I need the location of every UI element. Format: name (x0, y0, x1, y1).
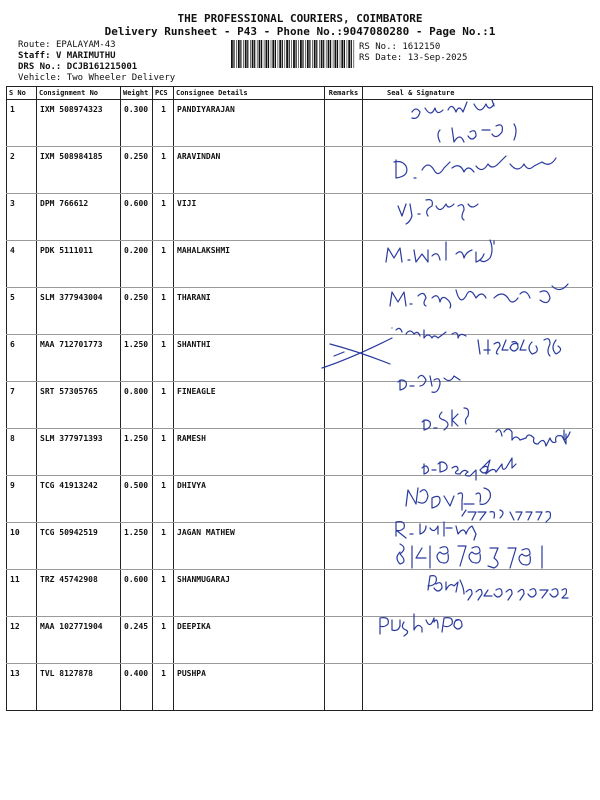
cell-weight: 0.245 (121, 617, 153, 664)
col-pcs: PCS (153, 87, 174, 100)
barcode-image (230, 40, 356, 68)
cell-consignment-no: TVL 8127878 (37, 664, 121, 711)
col-remarks: Remarks (325, 87, 363, 100)
rs-no-line (359, 42, 440, 52)
cell-pcs: 1 (153, 335, 174, 382)
cell-consignment-no: TRZ 45742908 (37, 570, 121, 617)
cell-consignment-no: SLM 377971393 (37, 429, 121, 476)
cell-consignee: MAHALAKSHMI (174, 241, 325, 288)
cell-consignee: DHIVYA (174, 476, 325, 523)
cell-signature (363, 100, 593, 147)
cell-consignment-no: DPM 766612 (37, 194, 121, 241)
staff-label: Staff: (18, 51, 51, 61)
cell-sno: 9 (7, 476, 37, 523)
drs-value: DCJB161215001 (66, 62, 138, 72)
cell-signature (363, 523, 593, 570)
cell-consignee: SHANTHI (174, 335, 325, 382)
cell-consignment-no: SLM 377943004 (37, 288, 121, 335)
cell-signature (363, 617, 593, 664)
cell-remarks (325, 335, 363, 382)
cell-consignee: PANDIYARAJAN (174, 100, 325, 147)
runsheet-table (6, 86, 593, 711)
table-row (7, 335, 593, 382)
cell-weight: 0.400 (121, 664, 153, 711)
cell-weight: 0.200 (121, 241, 153, 288)
cell-pcs: 1 (153, 429, 174, 476)
cell-remarks (325, 382, 363, 429)
cell-pcs: 1 (153, 194, 174, 241)
cell-remarks (325, 617, 363, 664)
cell-sno: 12 (7, 617, 37, 664)
route-value: EPALAYAM-43 (55, 40, 116, 50)
table-row (7, 241, 593, 288)
cell-sno: 4 (7, 241, 37, 288)
cell-sno: 11 (7, 570, 37, 617)
table-row (7, 147, 593, 194)
table-row (7, 523, 593, 570)
cell-signature (363, 570, 593, 617)
col-consignment: Consignment No (37, 87, 121, 100)
cell-sno: 8 (7, 429, 37, 476)
cell-sno: 7 (7, 382, 37, 429)
table-row (7, 288, 593, 335)
cell-consignee: THARANI (174, 288, 325, 335)
cell-remarks (325, 523, 363, 570)
cell-signature (363, 429, 593, 476)
cell-pcs: 1 (153, 382, 174, 429)
rs-no-value: 1612150 (402, 42, 441, 52)
cell-pcs: 1 (153, 241, 174, 288)
cell-consignee: RAMESH (174, 429, 325, 476)
cell-signature (363, 147, 593, 194)
drs-label: DRS No.: (18, 62, 62, 72)
cell-pcs: 1 (153, 617, 174, 664)
cell-consignee: ARAVINDAN (174, 147, 325, 194)
cell-pcs: 1 (153, 664, 174, 711)
table-row (7, 617, 593, 664)
cell-consignee: JAGAN MATHEW (174, 523, 325, 570)
cell-remarks (325, 194, 363, 241)
staff-value: V MARIMUTHU (55, 51, 116, 61)
cell-sno: 2 (7, 147, 37, 194)
cell-sno: 10 (7, 523, 37, 570)
cell-consignment-no: PDK 5111011 (37, 241, 121, 288)
cell-consignment-no: IXM 508984185 (37, 147, 121, 194)
rs-date-line (359, 53, 467, 63)
vehicle-label: Vehicle: (18, 73, 62, 83)
cell-remarks (325, 570, 363, 617)
cell-sno: 3 (7, 194, 37, 241)
cell-consignment-no: IXM 508974323 (37, 100, 121, 147)
cell-remarks (325, 664, 363, 711)
col-weight: Weight (121, 87, 153, 100)
cell-signature (363, 335, 593, 382)
cell-signature (363, 382, 593, 429)
cell-signature (363, 664, 593, 711)
cell-pcs: 1 (153, 523, 174, 570)
col-signature: Seal & Signature (363, 87, 593, 100)
cell-pcs: 1 (153, 100, 174, 147)
col-sno: S No (7, 87, 37, 100)
cell-remarks (325, 147, 363, 194)
cell-remarks (325, 429, 363, 476)
cell-consignment-no: MAA 712701773 (37, 335, 121, 382)
cell-consignment-no: MAA 102771904 (37, 617, 121, 664)
cell-weight: 0.600 (121, 194, 153, 241)
cell-consignee: VIJI (174, 194, 325, 241)
cell-signature (363, 241, 593, 288)
cell-weight: 0.250 (121, 288, 153, 335)
table-row (7, 382, 593, 429)
col-consignee: Consignee Details (174, 87, 325, 100)
rs-date-value: 13-Sep-2025 (407, 53, 468, 63)
route-label: Route: (18, 40, 51, 50)
cell-consignment-no: TCG 50942519 (37, 523, 121, 570)
cell-pcs: 1 (153, 476, 174, 523)
cell-weight: 0.800 (121, 382, 153, 429)
table-row (7, 664, 593, 711)
cell-consignee: SHANMUGARAJ (174, 570, 325, 617)
cell-remarks (325, 476, 363, 523)
drs-line (18, 62, 137, 72)
table-row (7, 194, 593, 241)
cell-consignee: DEEPIKA (174, 617, 325, 664)
vehicle-line (18, 73, 175, 83)
cell-remarks (325, 100, 363, 147)
cell-remarks (325, 241, 363, 288)
cell-sno: 6 (7, 335, 37, 382)
cell-sno: 1 (7, 100, 37, 147)
cell-weight: 1.250 (121, 429, 153, 476)
cell-weight: 0.300 (121, 100, 153, 147)
rs-no-label: RS No.: (359, 42, 397, 52)
cell-consignee: FINEAGLE (174, 382, 325, 429)
cell-weight: 0.500 (121, 476, 153, 523)
cell-remarks (325, 288, 363, 335)
company-title: THE PROFESSIONAL COURIERS, COIMBATORE (177, 12, 423, 25)
cell-pcs: 1 (153, 288, 174, 335)
rs-date-label: RS Date: (359, 53, 403, 63)
cell-consignee: PUSHPA (174, 664, 325, 711)
cell-consignment-no: SRT 57305765 (37, 382, 121, 429)
cell-weight: 1.250 (121, 523, 153, 570)
table-row (7, 429, 593, 476)
cell-signature (363, 194, 593, 241)
cell-signature (363, 476, 593, 523)
vehicle-value: Two Wheeler Delivery (66, 73, 176, 83)
table-row (7, 100, 593, 147)
route-line (18, 40, 116, 50)
cell-weight: 1.250 (121, 335, 153, 382)
cell-pcs: 1 (153, 570, 174, 617)
table-row (7, 570, 593, 617)
cell-sno: 5 (7, 288, 37, 335)
table-header-row (7, 87, 593, 100)
cell-signature (363, 288, 593, 335)
table-row (7, 476, 593, 523)
cell-weight: 0.600 (121, 570, 153, 617)
runsheet-subtitle: Delivery Runsheet - P43 - Phone No.:9047080280 - Page No.:1 (104, 25, 496, 38)
cell-sno: 13 (7, 664, 37, 711)
cell-pcs: 1 (153, 147, 174, 194)
staff-line (18, 51, 116, 61)
cell-consignment-no: TCG 41913242 (37, 476, 121, 523)
cell-weight: 0.250 (121, 147, 153, 194)
